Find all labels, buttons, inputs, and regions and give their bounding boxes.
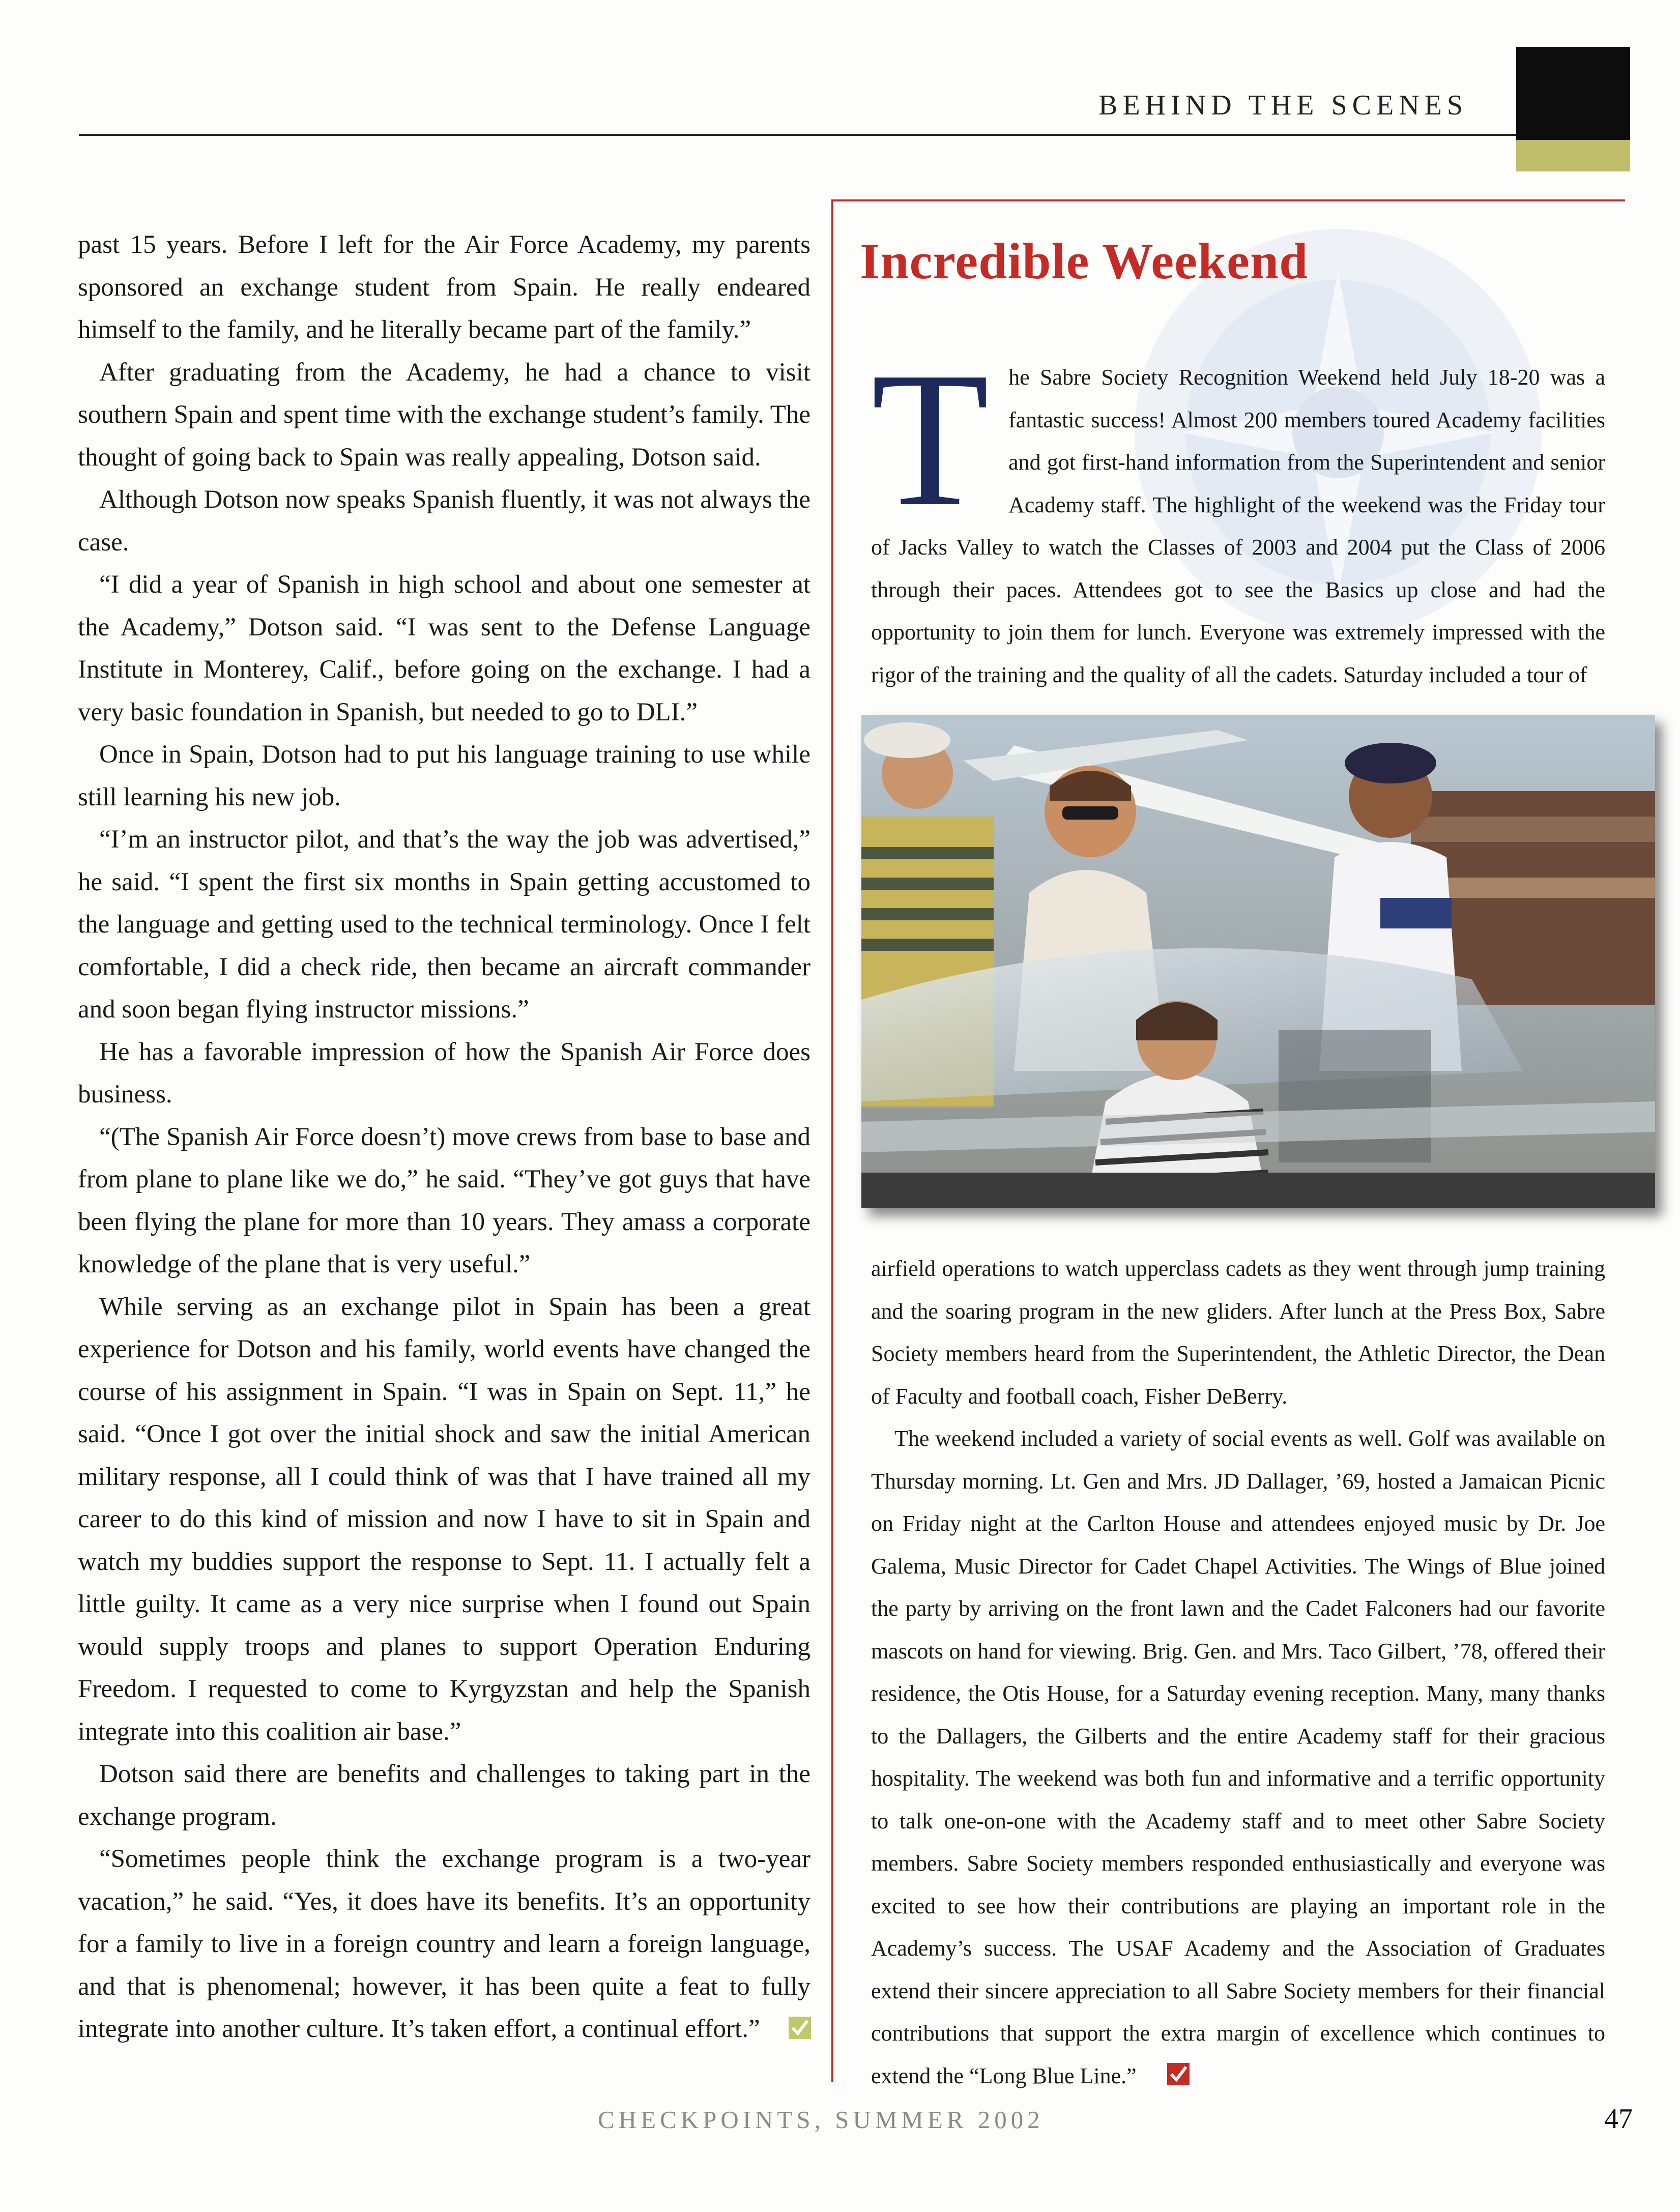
sidebar-continued <box>871 1247 1605 2097</box>
article-paragraph: After graduating from the Academy, he had a chance to visit southern Spain and spent time with the exchange student’s family. The thought of going back to Spain was really appealing, Dotson said. <box>78 358 810 472</box>
article-column-left <box>78 224 810 2051</box>
article-paragraph-last <box>78 1838 810 2051</box>
header-rule <box>79 134 1516 136</box>
sidebar-rule-vertical <box>831 199 833 2082</box>
sidebar-intro-paragraph <box>871 332 1605 696</box>
article-paragraph: Dotson said there are benefits and challenges to taking part in the exchange program. <box>78 1760 810 1831</box>
article-paragraph-text: “Sometimes people think the exchange program is a two-year vacation,” he said. “Yes, it does have its benefits. It’s an opportunity for a family to live in a foreign country and learn a foreign language, and that is phenomenal; however, it has been quite a feat to fully integrate into another culture. It’s taken effort, a continual effort.” <box>78 1845 810 2043</box>
drop-cap: T <box>871 332 990 546</box>
sidebar-paragraph: airfield operations to watch upperclass cadets as they went through jump training and the soaring program in the new gliders. After lunch at the Press Box, Sabre Society members heard from the Superintendent, the Athletic Director, the Dean of Faculty and football coach, Fisher DeBerry. <box>871 1256 1605 1409</box>
article-paragraph: “I did a year of Spanish in high school and about one semester at the Academy,” Dotson said. “I was sent to the Defense Language Institute in Monterey, Calif., before going on the exchange. I had a very basic foundation in Spanish, but needed to go to DLI.” <box>78 570 810 726</box>
sidebar-rule-horizontal <box>831 199 1625 201</box>
article-paragraph: “(The Spanish Air Force doesn’t) move crews from base to base and from plane to plane like we do,” he said. “They’ve got guys that have been flying the plane for more than 10 years. They amass a corporate knowledge of the plane that is very useful.” <box>78 1122 810 1278</box>
sidebar-paragraph-last <box>871 1417 1605 2097</box>
page-number: 47 <box>1604 2103 1633 2135</box>
sidebar-title: Incredible Weekend <box>860 232 1309 289</box>
sidebar-intro <box>871 332 1605 696</box>
article-paragraph: While serving as an exchange pilot in Spain has been a great experience for Dotson and his family, world events have changed the course of his assignment in Spain. “I was in Spain on Sept. 11,” he said. “Once I got over the initial shock and saw the initial American military response, all I could think of was that I have trained all my career to do this kind of mission and now I have to sit in Spain and watch my buddies support the response to Sept. 11. I actually felt a little guilty. It came as a very nice surprise when I found out Spain would supply troops and planes to support Operation Enduring Freedom. I requested to come to Kyrgyzstan and help the Spanish integrate into this coalition air base.” <box>78 1292 810 1746</box>
photo-glider-cadets-image <box>861 715 1655 1208</box>
section-header: BEHIND THE SCENES <box>1098 90 1468 121</box>
article-paragraph: Although Dotson now speaks Spanish fluently, it was not always the case. <box>78 485 810 557</box>
end-check-icon <box>1144 2057 1166 2079</box>
article-paragraph: He has a favorable impression of how the Spanish Air Force does business. <box>78 1037 810 1109</box>
sidebar-paragraph-text: The weekend included a variety of social events as well. Golf was available on Thursday morning. Lt. Gen and Mrs. JD Dallager, ’69, hosted a Jamaican Picnic on Friday night at the Carlton House and attendees enjoyed music by Dr. Joe Galema, Music Director for Cadet Chapel Activities. The Wings of Blue joined the party by arriving on the front lawn and the Cadet Falconers had our favorite mascots on hand for viewing. Brig. Gen. and Mrs. Taco Gilbert, ’78, offered their residence, the Otis House, for a Saturday evening reception. Many, many thanks to the Dallagers, the Gilberts and the entire Academy staff for their gracious hospitality. The weekend was both fun and informative and a terrific opportunity to talk one-on-one with the Academy staff and to meet other Sabre Society members. Sabre Society members responded enthusiastically and everyone was excited to see how their contributions are playing an important role in the Academy’s success. The USAF Academy and the Association of Graduates extend their sincere appreciation to all Sabre Society members for their financial contributions that support the extra margin of excellence which continues to extend the “Long Blue Line.” <box>871 1426 1605 2088</box>
article-paragraph: past 15 years. Before I left for the Air Force Academy, my parents sponsored an exchange student from Spain. He really endeared himself to the family, and he literally became part of the family.” <box>78 230 810 344</box>
article-paragraph: “I’m an instructor pilot, and that’s the way the job was advertised,” he said. “I spent the first six months in Spain getting accustomed to the language and getting used to the technical terminology. Once I felt comfortable, I did a check ride, then became an aircraft commander and soon began flying instructor missions.” <box>78 825 810 1024</box>
header-accent-block <box>1516 140 1630 171</box>
sidebar-intro-text: he Sabre Society Recognition Weekend held July 18-20 was a fantastic success! Almost 200 members toured Academy facilities and got first-hand information from the Superintendent and senior Academy staff. The highlight of the weekend was the Friday tour of Jacks Valley to watch the Classes of 2003 and 2004 put the Class of 2006 through their paces. Attendees got to see the Basics up close and had the opportunity to join them for lunch. Everyone was extremely impressed with the rigor of the training and the quality of all the cadets. Saturday included a tour of <box>871 365 1605 687</box>
header-color-block <box>1516 47 1630 140</box>
article-paragraph: Once in Spain, Dotson had to put his language training to use while still learning his new job. <box>78 740 810 811</box>
publication-footer: CHECKPOINTS, SUMMER 2002 <box>598 2106 1044 2134</box>
end-check-icon <box>767 2010 790 2032</box>
photo-glider-cadets <box>861 715 1655 1208</box>
